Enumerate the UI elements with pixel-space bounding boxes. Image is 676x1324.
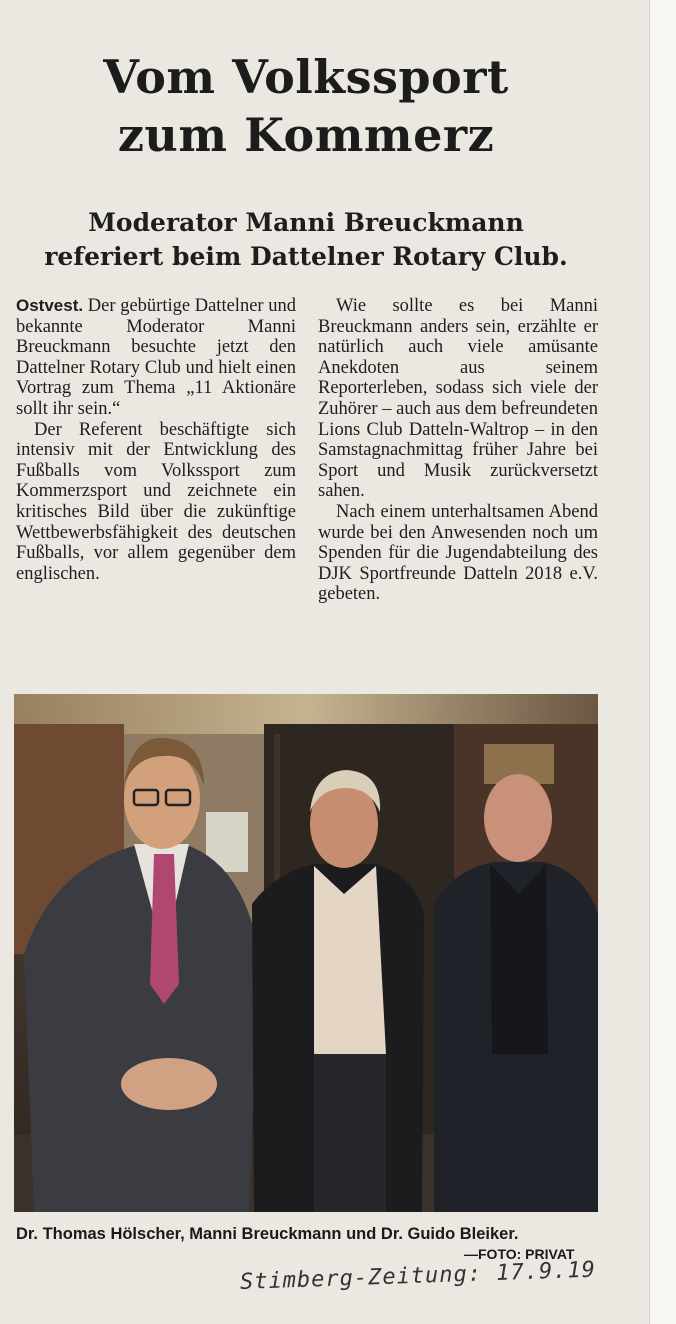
- paragraph: [16, 296, 296, 420]
- subheadline-line-2: referiert beim Dattelner Rotary Club.: [44, 242, 568, 271]
- paragraph: Nach einem unterhaltsamen Abend wurde bei den Anwesenden noch um Spenden für die Jugendabteilung des DJK Sportfreunde Datteln 2018 e.V. gebeten.: [318, 501, 598, 605]
- photo-caption: Dr. Thomas Hölscher, Manni Breuckmann und Dr. Guido Bleiker.: [16, 1225, 519, 1243]
- article-column-1: [16, 296, 296, 584]
- headline-line-2: zum Kommerz: [117, 108, 495, 162]
- subheadline: [0, 206, 612, 274]
- headline: [0, 48, 612, 164]
- photo-illustration: [14, 694, 598, 1212]
- paragraph: Wie sollte es bei Manni Breuckmann anders sein, erzählte er natürlich auch viele amüsante Anekdoten aus seinem Reporterleben, sodass sich viele der Zuhörer – auch aus dem befreundeten Lions Club Datteln-Waltrop – in den Samstagnachmittag früher Jahre bei Sport und Musik zurückversetzt sahen.: [318, 296, 598, 502]
- page-edge: [649, 0, 676, 1324]
- paragraph: Der Referent beschäftigte sich intensiv mit der Entwicklung des Fußballs vom Volkssport zum Kommerzsport und zeichnete ein kritisches Bild über die zukünftige Wettbewerbsfähigkeit des deutschen Fußballs, vor allem gegenüber dem englischen.: [16, 419, 296, 584]
- photo-credit: —FOTO: PRIVAT: [464, 1246, 575, 1262]
- headline-line-1: Vom Volkssport: [103, 50, 509, 104]
- article-photo: [14, 694, 598, 1212]
- subheadline-line-1: Moderator Manni Breuckmann: [88, 208, 524, 237]
- handwritten-source-note: Stimberg-Zeitung: 17.9.19: [239, 1257, 597, 1295]
- dateline: Ostvest.: [16, 296, 84, 315]
- paragraph-text: Der gebürtige Dattelner und bekannte Moderator Manni Breuckmann besuchte jetzt den Dattelner Rotary Club und hielt einen Vortrag zum Thema „11 Aktionäre sollt ihr sein.“: [16, 296, 296, 419]
- article-column-2: [318, 296, 598, 605]
